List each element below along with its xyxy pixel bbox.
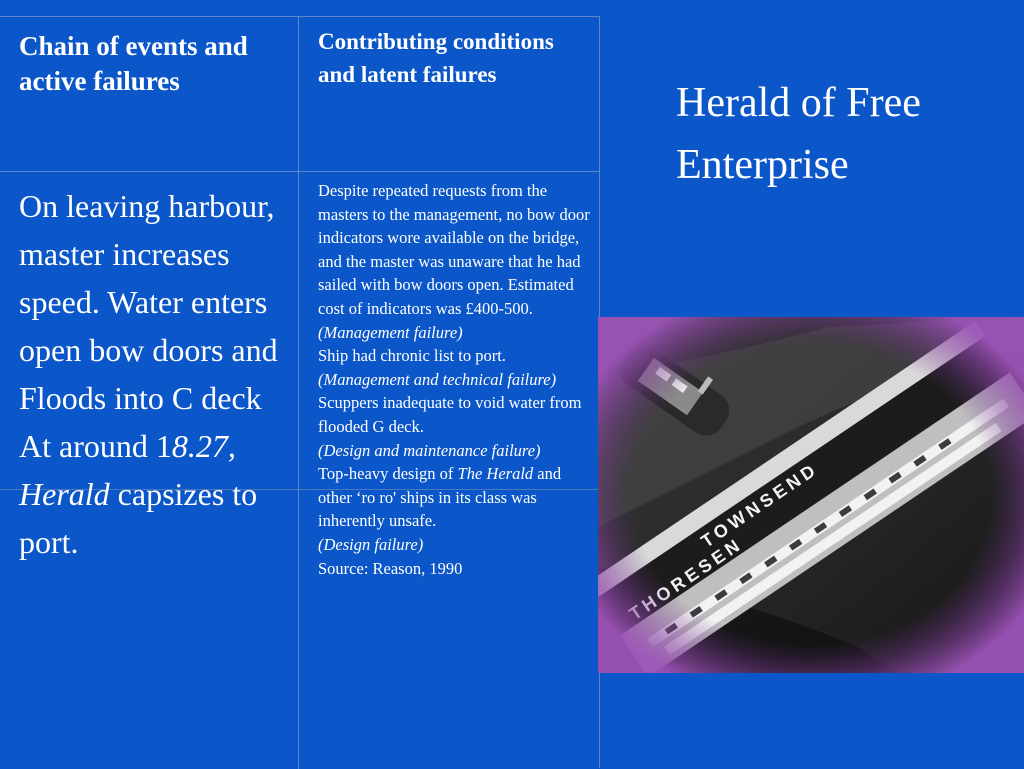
top-heavy-paragraph: Top-heavy design of The Herald and other ‘ro ro' ships in its class was inherently unsafe.	[318, 464, 562, 531]
chain-of-events-text: On leaving harbour, master increases speed. Water enters open bow doors and Floods into C deck At around 18.27, Herald capsizes to port.	[19, 188, 278, 560]
design-failure-label: (Design failure)	[318, 534, 424, 554]
header-contributing-conditions: Contributing conditions and latent failures	[318, 29, 554, 87]
header-divider	[0, 171, 600, 172]
latent-failures-text	[318, 179, 593, 580]
header-chain-of-events: Chain of events and active failures	[19, 31, 248, 96]
chronic-list-paragraph: Ship had chronic list to port.	[318, 346, 506, 366]
indicator-paragraph: Despite repeated requests from the masters to the management, no bow door indicators wore available on the bridge, and the master was unaware that he had sailed with bow doors open. Estimated cost of indicators was £400-500.	[318, 181, 590, 318]
capsized-ferry-photo	[598, 317, 1024, 673]
scuppers-paragraph: Scuppers inadequate to void water from flooded G deck.	[318, 393, 582, 436]
design-maintenance-failure-label: (Design and maintenance failure)	[318, 440, 541, 460]
source-citation: Source: Reason, 1990	[318, 558, 463, 578]
events-table	[0, 16, 600, 768]
management-technical-failure-label: (Management and technical failure)	[318, 369, 557, 389]
slide-title: Herald of Free Enterprise	[676, 80, 921, 188]
column-divider	[298, 17, 299, 769]
management-failure-label: (Management failure)	[318, 322, 463, 342]
